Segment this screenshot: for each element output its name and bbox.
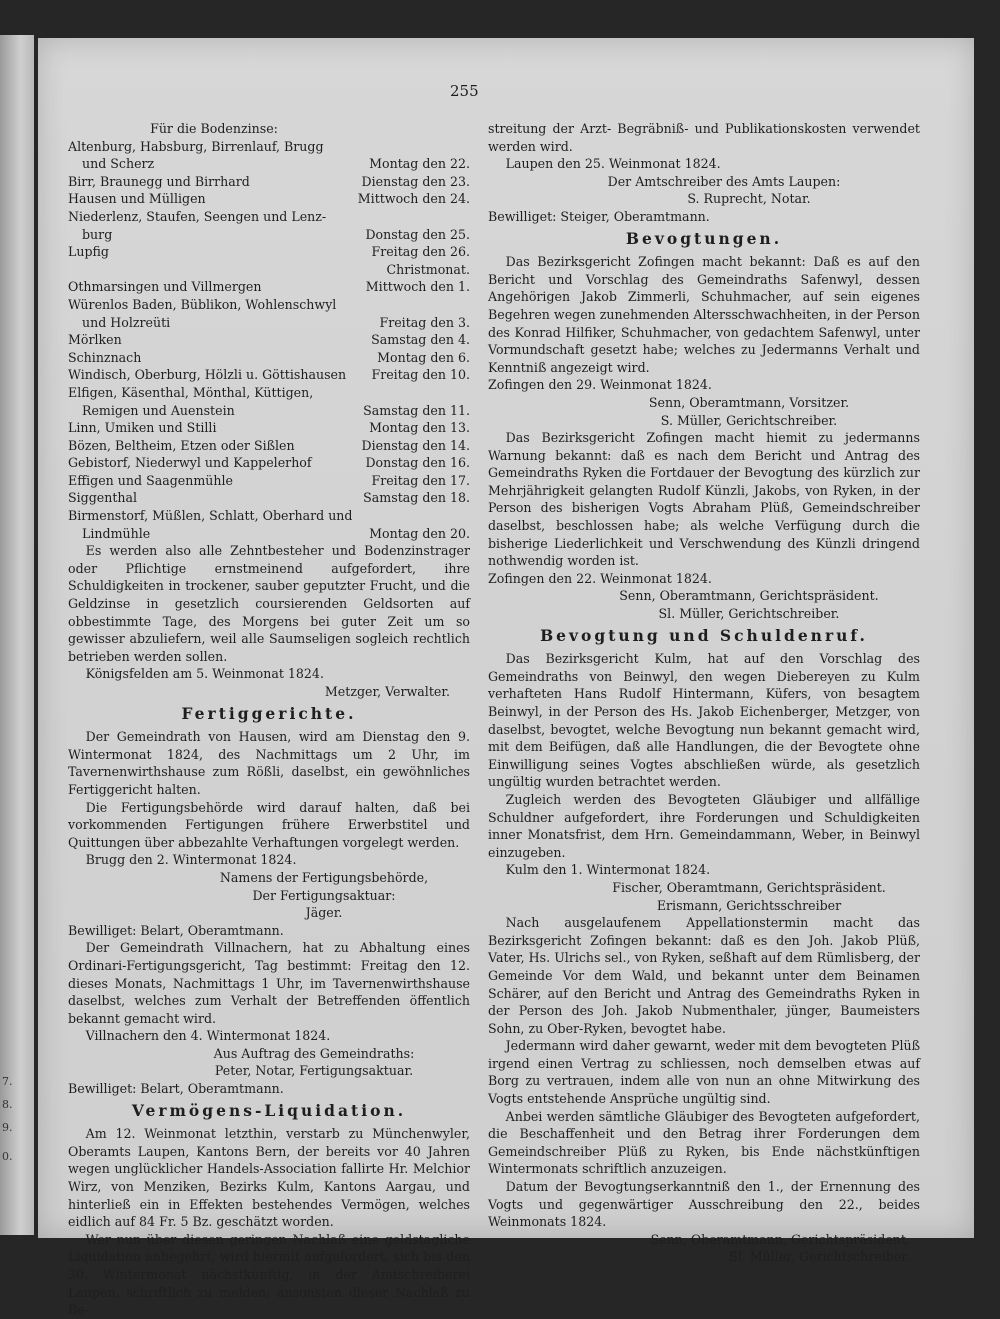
fertiggerichte-heading: Fertiggerichte.: [181, 703, 357, 723]
schedule-row: [68, 437, 470, 455]
sch2-text: Nach ausgelaufenem Appellationstermin macht das Bezirksgericht Zofingen bekannt: daß es den Joh. Jakob Plüß, Vater, Hs. Ulrichs sel., von Ryken, seßhaft auf dem Rümlisberg, der Gemeinde Vor dem Wald, und bekannt unter dem Beinamen Schärer, auf den Bericht und Antrag des Gemeindraths Ryken in der Person des Joh. Jakob Nubmenthaler, jünger, Baumeisters Sohn, zu Ober-Ryken, bevogtet habe.: [488, 915, 920, 1036]
schedule-date: Samstag den 18.: [363, 490, 470, 506]
page-number: 255: [450, 82, 479, 100]
zins-signature: Metzger, Verwalter.: [324, 684, 450, 699]
sch2-text-3: Anbei werden sämtliche Gläubiger des Bevogteten aufgefordert, die Beschaffenheit und den Betrag ihrer Forderungen dem Gemeindschreiber Plüß zu Ryken, bis Ende nächstkünftigen Wintermonats schriftlich anzuzeigen.: [488, 1108, 920, 1177]
vermoegens-liquidation-heading: Vermögens-Liquidation.: [131, 1100, 407, 1120]
schedule-date: Samstag den 4.: [371, 332, 470, 348]
schedule-place: und Holzreüti: [82, 314, 171, 330]
bev2-signature-2: Sl. Müller, Gerichtschreiber.: [658, 606, 840, 622]
schedule-date: Mittwoch den 24.: [357, 191, 470, 207]
fert2-signature-2: Peter, Notar, Fertigungsaktuar.: [214, 1063, 414, 1079]
schedule-row: [68, 454, 470, 472]
margin-mark: 7.: [2, 1075, 13, 1088]
schedule-row: [68, 226, 470, 244]
schedule-row: [68, 208, 470, 226]
continued-approved: Bewilliget: Steiger, Oberamtmann.: [488, 208, 710, 224]
schedule-place: Linn, Umiken und Stilli: [68, 420, 217, 436]
continued-signature-2: S. Ruprecht, Notar.: [687, 191, 811, 207]
schedule-row: [68, 384, 470, 402]
verm-text: Am 12. Weinmonat letzthin, verstarb zu Münchenwyler, Oberamts Laupen, Kantons Bern, der bereits vor 40 Jahren wegen unglücklicher Handels-Association fallirte Hr. Melchior Wirz, von Menziken, Bezirks Kulm, Kantons Aargau, und hinterließ ein in Effekten bestehendes Vermögen, welches eidlich auf 84 Fr. 5 Bz. geschätzt worden.: [68, 1126, 470, 1230]
sch2-text-4: Datum der Bevogtungserkanntniß den 1., der Ernennung des Vogts und gegenwärtiger Ausschreibung den 22., beides Weinmonats 1824.: [488, 1179, 920, 1230]
schedule-row: [68, 402, 470, 420]
bevogtungen-heading: Bevogtungen.: [625, 228, 783, 248]
zins-heading: Für die Bodenzinse:: [150, 121, 278, 136]
schedule-row: [68, 507, 470, 525]
schedule-place: Mörlken: [68, 332, 122, 348]
schedule-row: [68, 489, 470, 507]
continued-text: streitung der Arzt- Begräbniß- und Publikationskosten verwendet werden wird.: [488, 121, 920, 154]
schedule-place: Effigen und Saagenmühle: [68, 472, 233, 488]
schedule-date: Freitag den 3.: [379, 314, 470, 330]
sch1-text: Das Bezirksgericht Kulm, hat auf den Vorschlag des Gemeindraths von Beinwyl, den wegen Diebereyen zu Kulm verhafteten Hans Rudolf Hintermann, Küfers, von besagtem Beinwyl, in der Person des Hs. Jakob Eichenberger, Metzger, von daselbst, bevogtet, welche Bevogtung nun bekannt gemacht wird, mit dem Beifügen, daß alle Handlungen, die der Bevogtete ohne Einwilligung seines Vogtes abschließen würde, als gesetzlich ungültig wurden betrachtet werden.: [488, 651, 920, 790]
schuldenruf-heading: Bevogtung und Schuldenruf.: [540, 625, 868, 645]
verm-text-2: Wer nun über diesen geringen Nachlaß eine geldstagliche Liquidation anbegehrt, wird hiermit aufgefordert, sich bis den 30. Wintermonat nächstkünftig, in der Amtschreiberei Laupen, schriftlich zu melden; ansonsten dieser Nachlaß zu Be-: [68, 1231, 470, 1318]
fert1-text-2: Die Fertigungsbehörde wird darauf halten, daß bei vorkommenden Fertigungen frühere Erwerbstitel und Quittungen über abbezahlte Verhaftungen vorgelegt werden.: [68, 799, 470, 850]
schedule-row: [68, 173, 470, 191]
schedule-date: Samstag den 11.: [363, 402, 470, 418]
bev1-signature-2: S. Müller, Gerichtschreiber.: [660, 412, 838, 428]
bev1-text: Das Bezirksgericht Zofingen macht bekannt: Daß es auf den Bericht und Vorschlag des Gemeindraths Safenwyl, dessen Angehörigen Jakob Zimmerli, Schuhmacher, auf sein eigenes Begehren wegen zunehmenden Altersschwachheiten, in der Person des Konrad Hilfiker, Schuhmacher, von gedachtem Safenwyl, unter Vormundschaft gesetzt habe; welches zu Jedermanns Verhalt und Kenntniß angezeigt wird.: [488, 254, 920, 375]
schedule-date: Christmonat.: [386, 261, 470, 277]
schedule-row: [68, 525, 470, 543]
schedule-place: Lindmühle: [82, 525, 151, 541]
schedule-place: burg: [82, 226, 113, 242]
schedule-row: [68, 472, 470, 490]
schedule-place: Elfigen, Käsenthal, Mönthal, Küttigen,: [68, 384, 314, 400]
schedule-date: Donstag den 16.: [365, 455, 470, 471]
zins-text: Es werden also alle Zehntbesteher und Bodenzinstrager oder Pflichtige ernstmeinend aufgefordert, ihre Schuldigkeiten in trockener, sauber geputzter Frucht, und die Geldzinse in gesetzlich coursierenden Geldsorten auf obbestimmte Tage, des Morgens bei guter Zeit um so gewisser abzuliefern, weil alle Saumseligen sogleich rechtlich betrieben werden sollen.: [68, 543, 470, 664]
margin-mark: 0.: [2, 1150, 13, 1163]
schedule-date: Dienstag den 23.: [361, 173, 470, 189]
schedule-row: [68, 278, 470, 296]
continued-place-date: Laupen den 25. Weinmonat 1824.: [505, 156, 721, 172]
fert2-text: Der Gemeindrath Villnachern, hat zu Abhaltung eines Ordinari-Fertigungsgericht, Tag bestimmt: Freitag den 12. dieses Monats, Nachmittags 1 Uhr, im Tavernenwirthshause daselbst, welches zum Verhalt der Betreffenden öffentlich bekannt gemacht wird.: [68, 940, 470, 1026]
previous-page-edge: [0, 35, 34, 1235]
fert1-place-date: Brugg den 2. Wintermonat 1824.: [85, 852, 297, 868]
bev1-signature-1: Senn, Oberamtmann, Vorsitzer.: [648, 394, 850, 410]
zins-schedule: [68, 138, 470, 543]
schedule-date: Freitag den 26.: [371, 244, 470, 260]
sch1-signature-1: Fischer, Oberamtmann, Gerichtspräsident.: [612, 879, 886, 895]
schedule-date: Mittwoch den 1.: [365, 279, 470, 295]
schedule-date: Dienstag den 14.: [361, 437, 470, 453]
schedule-date: Montag den 20.: [369, 525, 470, 541]
fert2-place-date: Villnachern den 4. Wintermonat 1824.: [85, 1028, 331, 1044]
schedule-place: Hausen und Mülligen: [68, 191, 206, 207]
bev2-signature-1: Senn, Oberamtmann, Gerichtspräsident.: [619, 588, 879, 604]
schedule-place: Schinznach: [68, 349, 142, 365]
schedule-row: [68, 314, 470, 332]
fert2-approved: Bewilliget: Belart, Oberamtmann.: [68, 1081, 284, 1097]
schedule-date: Freitag den 17.: [371, 472, 470, 488]
sch1-text-2: Zugleich werden des Bevogteten Gläubiger und allfällige Schuldner aufgefordert, ihre Forderungen und Schuldigkeiten inner Monatsfrist, dem Hrn. Gemeindammann, Weber, in Beinwyl einzugeben.: [488, 791, 920, 860]
newspaper-page: [38, 38, 974, 1318]
schedule-place: Niederlenz, Staufen, Seengen und Lenz-: [68, 208, 327, 224]
schedule-place: Siggenthal: [68, 490, 138, 506]
sch1-place-date: Kulm den 1. Wintermonat 1824.: [505, 862, 711, 878]
schedule-row: [68, 261, 470, 279]
schedule-place: Altenburg, Habsburg, Birrenlauf, Brugg: [68, 138, 324, 154]
schedule-row: [68, 138, 470, 156]
schedule-row: [68, 419, 470, 437]
schedule-row: [68, 331, 470, 349]
continued-signature-1: Der Amtschreiber des Amts Laupen:: [607, 173, 841, 189]
schedule-place: und Scherz: [82, 156, 155, 172]
schedule-place: Gebistorf, Niederwyl und Kappelerhof: [68, 455, 312, 471]
schedule-row: [68, 155, 470, 173]
zins-place-date: Königsfelden am 5. Weinmonat 1824.: [85, 666, 324, 682]
schedule-date: Montag den 22.: [369, 156, 470, 172]
schedule-place: Othmarsingen und Villmergen: [68, 279, 262, 295]
sch1-signature-2: Erismann, Gerichtsschreiber: [656, 897, 842, 913]
schedule-place: Birr, Braunegg und Birrhard: [68, 173, 250, 189]
sch2-signature-2: Sl. Müller, Gerichtschreiber.: [729, 1249, 910, 1265]
fert1-signature-3: Jäger.: [305, 905, 343, 921]
margin-mark: 8.: [2, 1098, 13, 1111]
schedule-place: Windisch, Oberburg, Hölzli u. Göttishausen: [68, 367, 347, 383]
fert1-approved: Bewilliget: Belart, Oberamtmann.: [68, 922, 284, 938]
schedule-row: [68, 243, 470, 261]
schedule-date: Freitag den 10.: [371, 367, 470, 383]
schedule-row: [68, 296, 470, 314]
schedule-place: Bözen, Beltheim, Etzen oder Sißlen: [68, 437, 295, 453]
sch2-text-2: Jedermann wird daher gewarnt, weder mit dem bevogteten Plüß irgend einen Vertrag zu schliessen, noch demselben etwas auf Borg zu vertrauen, indem alle von nun an ohne Mitwirkung des Vogts entstehende Ansprüche ungültig sind.: [488, 1038, 920, 1107]
schedule-place: Birmenstorf, Müßlen, Schlatt, Oberhard und: [68, 508, 353, 524]
schedule-row: [68, 349, 470, 367]
sch2-signature-1: Senn, Oberamtmann, Gerichtspräsident.: [650, 1231, 910, 1247]
schedule-date: Montag den 13.: [369, 420, 470, 436]
schedule-date: Donstag den 25.: [365, 226, 470, 242]
margin-mark: 9.: [2, 1121, 13, 1134]
bev1-place-date: Zofingen den 29. Weinmonat 1824.: [488, 377, 712, 393]
bev2-text: Das Bezirksgericht Zofingen macht hiemit zu jedermanns Warnung bekannt: daß es nach dem Bericht und Antrag des Gemeindraths Ryken die Fortdauer der Bevogtung des kürzlich zur Mehrjährigkeit gelangten Rudolf Künzli, Jakobs, von Ryken, in der Person des bisherigen Vogts Abraham Plüß, Gemeindschreiber daselbst, beschlossen habe; als welche Verfügung durch die bisherige Liederlichkeit und Verschwendung des Künzli dringend nothwendig worden ist.: [488, 430, 920, 569]
schedule-date: Montag den 6.: [377, 349, 470, 365]
left-column: [68, 120, 470, 1319]
schedule-place: Würenlos Baden, Büblikon, Wohlenschwyl: [68, 296, 337, 312]
fert1-text: Der Gemeindrath von Hausen, wird am Dienstag den 9. Wintermonat 1824, des Nachmittags um 2 Uhr, im Tavernenwirthshause zum Rößli, daselbst, ein gewöhnliches Fertiggericht halten.: [68, 729, 470, 797]
fert2-signature-1: Aus Auftrag des Gemeindraths:: [213, 1045, 415, 1061]
fert1-signature-1: Namens der Fertigungsbehörde,: [219, 869, 429, 885]
schedule-row: [68, 366, 470, 384]
bev2-place-date: Zofingen den 22. Weinmonat 1824.: [488, 570, 712, 586]
schedule-place: Remigen und Auenstein: [82, 402, 235, 418]
schedule-place: Lupfig: [68, 244, 109, 260]
fert1-signature-2: Der Fertigungsaktuar:: [252, 887, 396, 903]
right-column: [488, 120, 920, 1266]
schedule-row: [68, 190, 470, 208]
